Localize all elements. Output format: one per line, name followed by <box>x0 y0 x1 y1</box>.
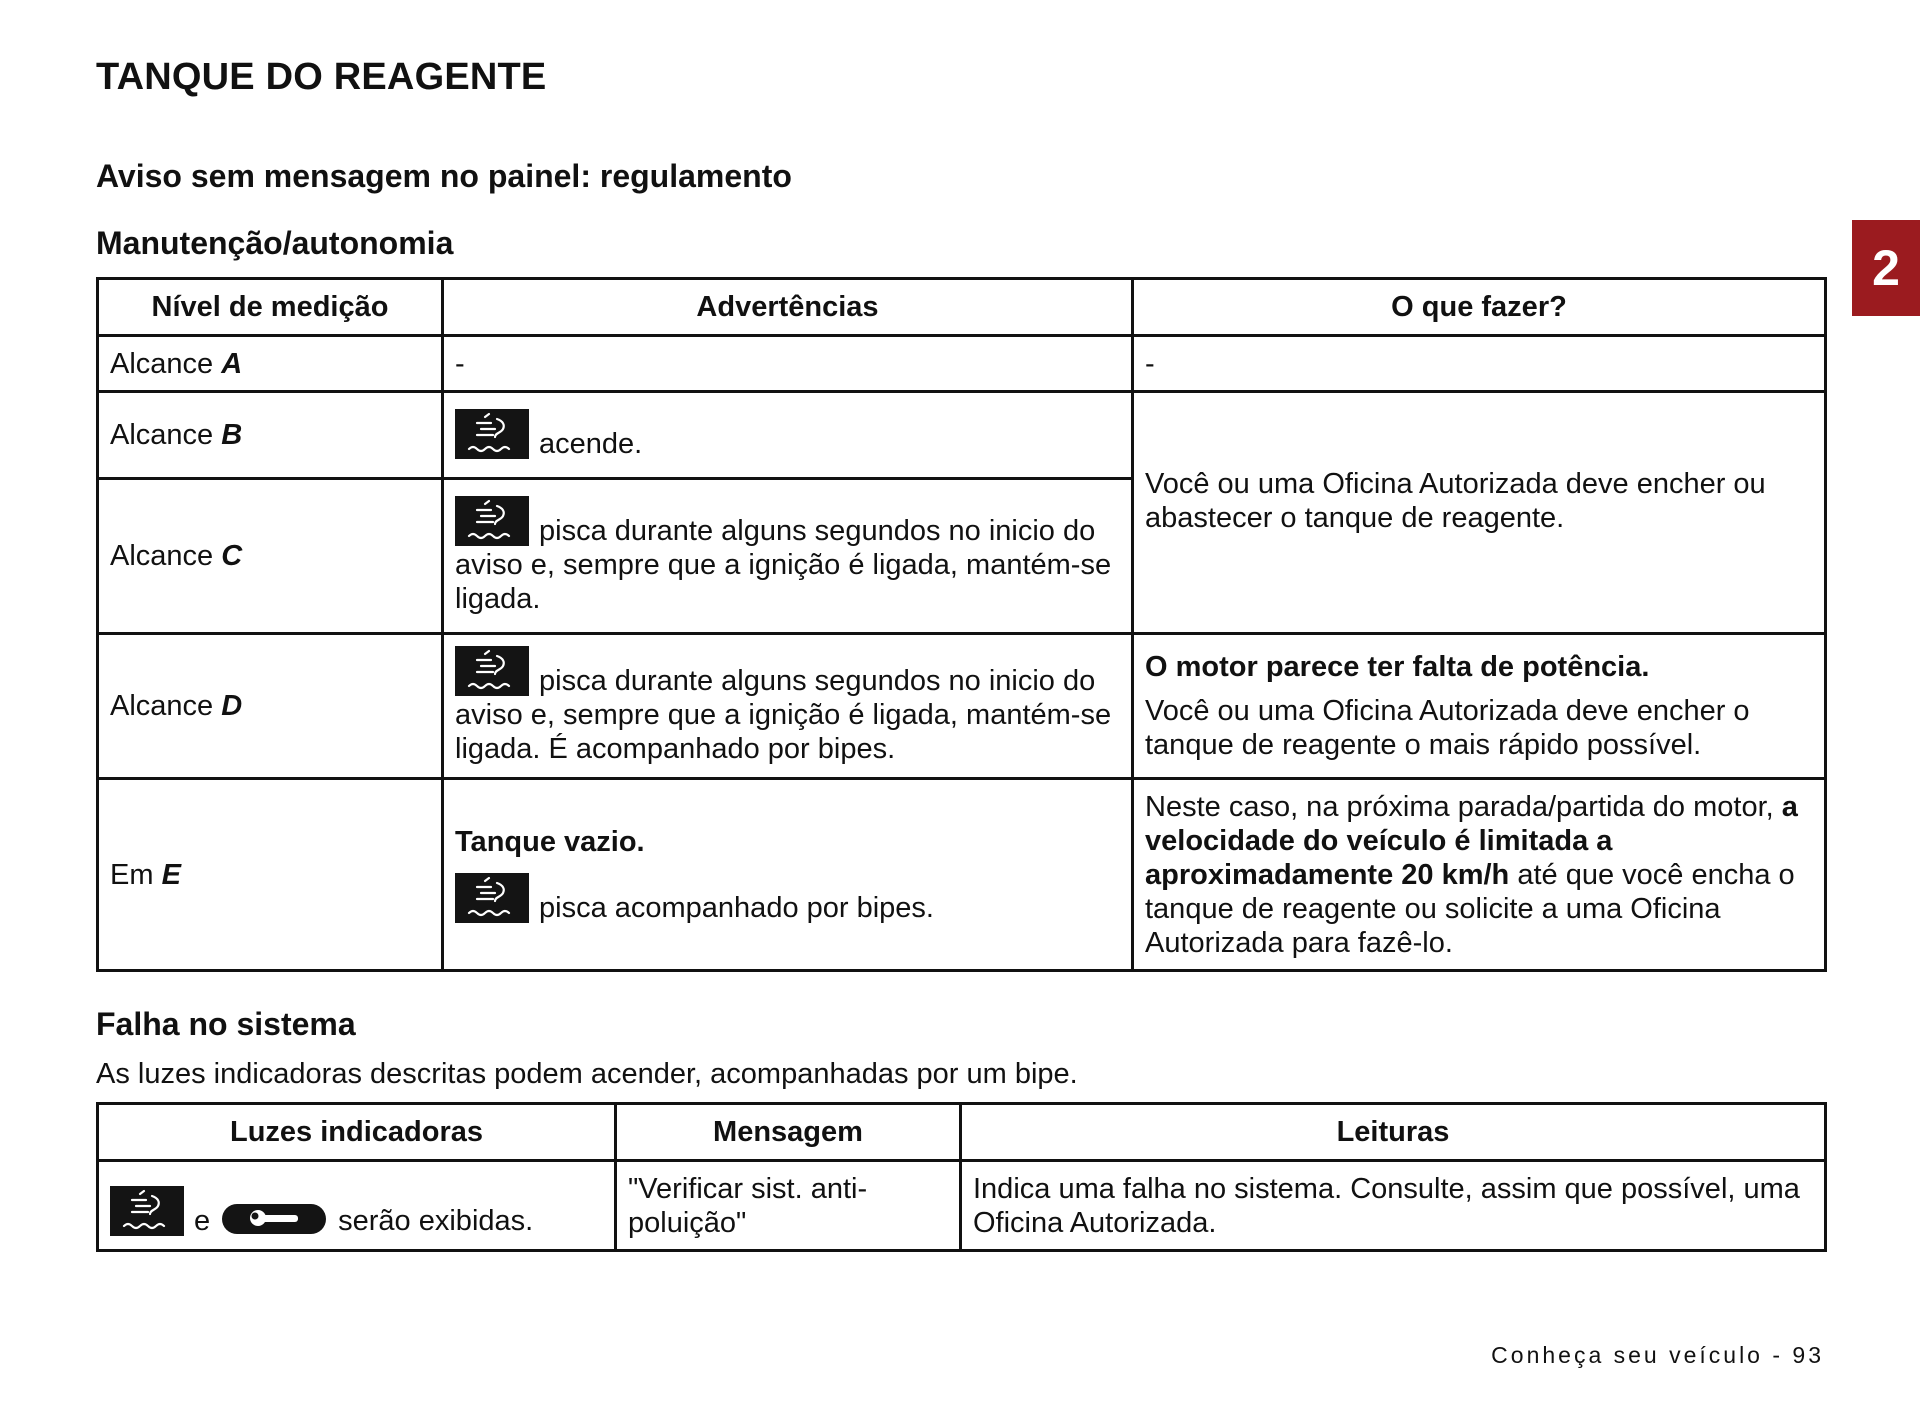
page-footer: Conheça seu veículo - 93 <box>1491 1342 1824 1368</box>
action-text-part1: Neste caso, na próxima parada/partida do motor, <box>1145 790 1782 823</box>
lights-text: serão exibidas. <box>338 1204 534 1237</box>
warning-text: pisca acompanhado por bipes. <box>539 891 934 924</box>
table-header-row <box>98 279 1826 336</box>
level-letter: A <box>221 347 243 380</box>
column-header: Leituras <box>961 1104 1826 1161</box>
level-cell <box>98 336 443 392</box>
level-prefix: Em <box>110 858 154 891</box>
reading-cell: Indica uma falha no sistema. Consulte, assim que possível, uma Oficina Autorizada. <box>961 1161 1826 1251</box>
wrench-icon <box>222 1204 326 1234</box>
level-cell <box>98 779 443 971</box>
warning-cell <box>443 479 1133 634</box>
action-cell <box>1133 634 1826 779</box>
column-header: Mensagem <box>616 1104 961 1161</box>
warning-text: acende. <box>539 428 643 460</box>
section-heading-falha: Falha no sistema <box>96 1006 356 1042</box>
column-header: Advertências <box>443 279 1133 336</box>
action-cell <box>1133 779 1826 971</box>
page-title: TANQUE DO REAGENTE <box>96 56 547 98</box>
adblue-warning-icon <box>455 496 529 546</box>
warning-cell <box>443 634 1133 779</box>
warning-cell <box>443 779 1133 971</box>
action-text-part2: até que você encha o tanque de reagente ou solicite a uma Oficina Autorizada para fazê-lo. <box>1145 858 1795 959</box>
section-intro: As luzes indicadoras descritas podem acender, acompanhadas por um bipe. <box>96 1058 1078 1090</box>
level-prefix: Alcance <box>110 690 214 722</box>
action-bold-text: a velocidade do veículo é limitada a aproximadamente 20 km/h <box>1145 790 1798 891</box>
warning-cell: - <box>443 336 1133 392</box>
table-row <box>98 779 1826 971</box>
column-header: O que fazer? <box>1133 279 1826 336</box>
table-row <box>98 336 1826 392</box>
warning-text: pisca durante alguns segundos no inicio do aviso e, sempre que a ignição é ligada, mantém-se ligada. É acompanhado por bipes. <box>455 665 1112 765</box>
action-cell: - <box>1133 336 1826 392</box>
column-header: Nível de medição <box>98 279 443 336</box>
warning-line <box>455 873 1120 925</box>
message-cell: "Verificar sist. anti-poluição" <box>616 1161 961 1251</box>
warning-bold-text: Tanque vazio. <box>455 825 645 858</box>
level-letter: E <box>161 858 181 891</box>
adblue-warning-icon <box>455 409 529 459</box>
adblue-warning-icon <box>455 873 529 923</box>
level-letter: D <box>221 690 243 722</box>
level-cell <box>98 479 443 634</box>
action-cell-merged: Você ou uma Oficina Autorizada deve encher ou abastecer o tanque de reagente. <box>1133 392 1826 634</box>
level-prefix: Alcance <box>110 347 214 380</box>
level-prefix: Alcance <box>110 419 214 451</box>
warning-text: pisca durante alguns segundos no inicio do aviso e, sempre que a ignição é ligada, mantém-se ligada. <box>455 515 1112 615</box>
table-header-row <box>98 1104 1826 1161</box>
adblue-warning-icon <box>455 646 529 696</box>
level-letter: B <box>221 419 243 451</box>
table-row <box>98 1161 1826 1251</box>
action-bold-text: O motor parece ter falta de potência. <box>1145 651 1650 683</box>
warning-cell <box>443 392 1133 479</box>
level-cell <box>98 634 443 779</box>
level-letter: C <box>221 540 243 572</box>
action-text: Você ou uma Oficina Autorizada deve encher o tanque de reagente o mais rápido possível. <box>1145 695 1750 761</box>
section-subheading-manutencao: Manutenção/autonomia <box>96 225 454 261</box>
level-cell <box>98 392 443 479</box>
connector-text: e <box>194 1204 211 1237</box>
maintenance-table <box>96 277 1827 972</box>
chapter-tab: 2 <box>1852 220 1920 316</box>
column-header: Luzes indicadoras <box>98 1104 616 1161</box>
lights-cell <box>98 1161 616 1251</box>
section-heading-aviso: Aviso sem mensagem no painel: regulamento <box>96 158 792 194</box>
table-row <box>98 634 1826 779</box>
system-failure-table <box>96 1102 1827 1252</box>
level-prefix: Alcance <box>110 540 214 572</box>
table-row <box>98 392 1826 479</box>
adblue-warning-icon <box>110 1186 184 1236</box>
